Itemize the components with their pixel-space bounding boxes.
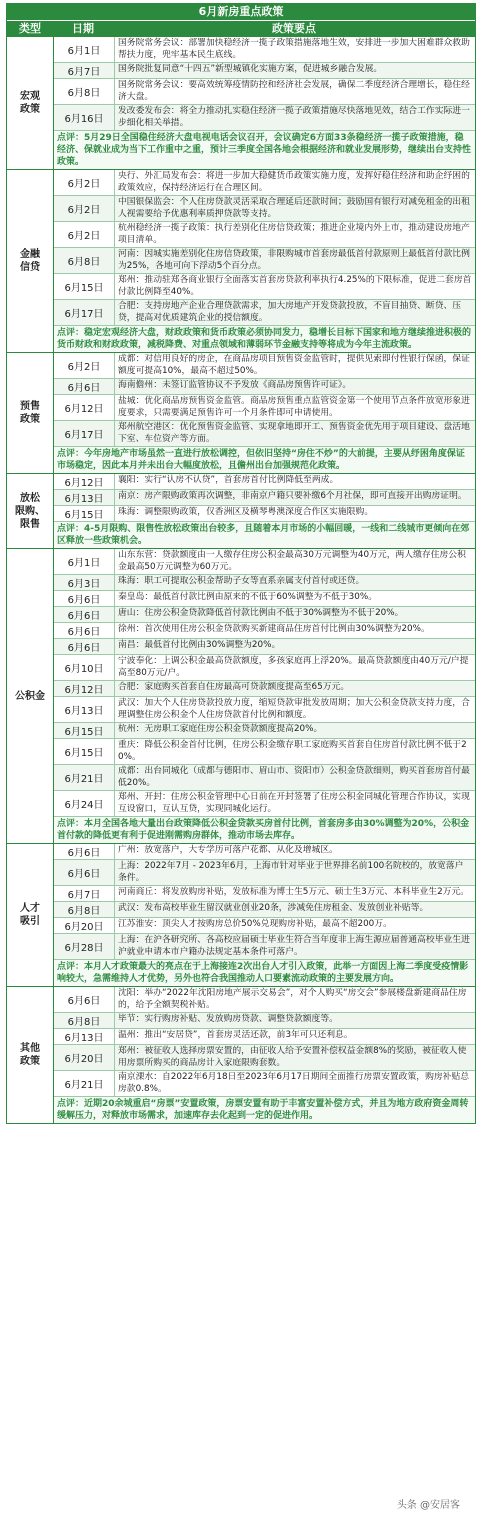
row-policy-text: 河南商丘：将发放购房补贴，发放标准为博士生5万元、硕士生3万元、本科毕业生2万元。 — [118, 887, 470, 897]
policy-section — [7, 843, 475, 986]
row-date: 6月12日 — [54, 474, 115, 489]
row-date: 6月10日 — [54, 655, 115, 680]
table-row — [54, 575, 475, 591]
section-comment: 点评：近期20余城重启“房票”安置政策，房票安置有助于丰富安置补偿方式，并且为地方政府资金周转缓解压力，对释放市场需求，加速库存去化起到一定的促进作用。 — [54, 1097, 475, 1123]
row-date: 6月2日 — [54, 196, 115, 221]
row-date: 6月17日 — [54, 300, 115, 325]
row-policy-text: 珠海：调整限购政策，仅香洲区及横琴粤澳深度合作区实施限购。 — [118, 507, 374, 517]
row-policy-text: 重庆：降低公积金首付比例，住房公积金缴存职工家庭购买首套自住房首付款比例不低于20%。 — [118, 740, 467, 762]
table-body — [7, 36, 475, 1123]
section-comment: 点评：4-5月限购、限售性放松政策出台较多，且随着本月市场的小幅回暖，一线和二线城市更倾向在郊区释放一些政策机会。 — [54, 522, 475, 548]
row-date: 6月8日 — [54, 902, 115, 917]
table-row — [54, 300, 475, 326]
row-date: 6月28日 — [54, 934, 115, 959]
table-row — [54, 395, 475, 421]
table-row — [54, 987, 475, 1013]
table-row — [54, 934, 475, 960]
row-date: 6月15日 — [54, 274, 115, 299]
watermark: 头条 @安居客 — [396, 1500, 460, 1511]
table-row — [54, 723, 475, 739]
section-comment: 点评：本月全国各地大量出台政策降低公积金贷款买房首付比例，首套房多由30%调整为20%，公积金首付款的降低更有利于促进刚需购房群体，推动市场去库存。 — [54, 817, 475, 843]
row-policy-text: 河南：因城实施差别化住房信贷政策，非限购城市首套房最低首付款原则上最低首付款比例为25%，各地可向下浮动5个百分点。 — [118, 249, 470, 271]
row-policy-text: 合肥：支持房地产企业合理贷款需求，加大房地产开发贷款投放，不盲目抽贷、断贷、压贷，提高对优质建筑企业的授信额度。 — [118, 301, 462, 323]
row-policy-text: 国务院常务会议：部署加快稳经济一揽子政策措施落地生效，安排进一步加大困难群众救助帮扶力度，兜牢基本民生底线。 — [118, 38, 470, 60]
row-date: 6月12日 — [54, 395, 115, 420]
row-date: 6月6日 — [54, 623, 115, 638]
row-policy-text: 南昌：最低首付比例由30%调整为20%。 — [118, 640, 281, 650]
policy-table — [6, 3, 476, 1124]
row-date: 6月15日 — [54, 723, 115, 738]
row-policy-text: 发改委发布会：将全力推动扎实稳住经济一揽子政策措施尽快落地见效，结合工作实际进一步细化相关举措。 — [118, 106, 470, 128]
table-row — [54, 639, 475, 655]
section-body — [54, 474, 475, 548]
row-date: 6月6日 — [54, 987, 115, 1012]
row-date: 6月13日 — [54, 697, 115, 722]
table-row — [54, 474, 475, 490]
row-policy-text: 上海：2022年7月 - 2023年6月，上海市针对毕业于世界排名前100名院校的，放宽落户条件。 — [118, 861, 464, 883]
policy-section — [7, 352, 475, 473]
row-date: 6月1日 — [54, 549, 115, 574]
row-date: 6月6日 — [54, 379, 115, 394]
row-policy-text: 成都：出台同城化（成都与德阳市、眉山市、资阳市）公积金贷款细则，购买首套房首付最低20%。 — [118, 766, 470, 788]
row-policy-text: 沈阳：举办“2022年沈阳房地产展示交易会”，对个人购买“房交会”参展楼盘新建商品住房的，给予全额契税补贴。 — [118, 988, 467, 1010]
table-header — [7, 20, 475, 36]
section-comment: 点评：今年房地产市场虽然一直进行放松调控，但依旧坚持“房住不炒”的大前提，主要从纾困角度保证市场稳定，因此本月并未出台大幅度放松，且儋州出台加强规范化政策。 — [54, 447, 475, 473]
row-policy-text: 杭州稳经济一揽子政策：执行差别化住房信贷政策；推进企业境内外上市，推动建设房地产项目清单。 — [118, 223, 470, 245]
row-policy-text: 成都：对信用良好的房企，在商品房项目预售资金监管时，提供见索即付性银行保函，保证额度可提高10%，最高不超过50%。 — [118, 354, 470, 376]
table-title: 6月新房重点政策 — [7, 4, 475, 20]
table-row — [54, 274, 475, 300]
row-date: 6月16日 — [54, 105, 115, 130]
table-row — [54, 248, 475, 274]
section-label: 其他 政策 — [7, 987, 54, 1123]
table-row — [54, 79, 475, 105]
table-row — [54, 844, 475, 860]
row-policy-text: 广州：放宽落户，大专学历可落户花都、从化及增城区。 — [118, 845, 338, 855]
row-policy-text: 央行、外汇局发布会：将进一步加大稳健货币政策实施力度，发挥好稳住经济和助企纾困的政策效应，保持经济运行在合理区间。 — [118, 171, 470, 193]
row-date: 6月6日 — [54, 639, 115, 654]
policy-section — [7, 36, 475, 169]
table-row — [54, 222, 475, 248]
row-date: 6月15日 — [54, 739, 115, 764]
row-date: 6月7日 — [54, 63, 115, 78]
table-row — [54, 1013, 475, 1029]
row-date: 6月15日 — [54, 506, 115, 521]
row-policy-text: 徐州：首次使用住房公积金贷款购买新建商品住房首付比例由30%调整为20%。 — [118, 624, 430, 634]
row-policy-text: 海南儋州：未签订监管协议不予发放《商品房预售许可证》。 — [118, 380, 352, 390]
table-row — [54, 765, 475, 791]
section-body — [54, 987, 475, 1123]
table-row — [54, 196, 475, 222]
row-date: 6月6日 — [54, 607, 115, 622]
row-date: 6月24日 — [54, 791, 115, 816]
row-date: 6月7日 — [54, 886, 115, 901]
policy-section — [7, 473, 475, 548]
policy-section — [7, 548, 475, 843]
row-date: 6月13日 — [54, 1029, 115, 1044]
row-policy-text: 武汉：发布高校毕业生留汉就业创业20条，涉减免住房租金、发放创业补贴等。 — [118, 903, 429, 913]
section-label: 预售 政策 — [7, 353, 54, 473]
row-policy-text: 秦皇岛：最低首付款比例由原来的不低于60%调整为不低于30%。 — [118, 592, 378, 602]
section-label: 放松 限购、 限售 — [7, 474, 54, 548]
table-row — [54, 549, 475, 575]
row-date: 6月2日 — [54, 170, 115, 195]
section-comment: 点评：5月29日全国稳住经济大盘电视电话会议召开，会议确定6方面33条稳经济一揽子政策措施，稳经济、保就业成为当下工作重中之重，预计三季度全国各地会根据经济和就业发展形势，继续出台支持性政策。 — [54, 131, 475, 169]
table-row — [54, 1045, 475, 1071]
policy-section — [7, 986, 475, 1123]
table-row — [54, 681, 475, 697]
row-policy-text: 南京溧水：自2022年6月18日至2023年6月17日期间全面推行房票安置政策，购房补贴总房款0.8%。 — [118, 1072, 470, 1094]
row-policy-text: 杭州：无房职工家庭住房公积金贷款额度提高20%。 — [118, 724, 323, 734]
row-date: 6月21日 — [54, 765, 115, 790]
row-date: 6月3日 — [54, 575, 115, 590]
table-row — [54, 860, 475, 886]
row-date: 6月6日 — [54, 844, 115, 859]
row-policy-text: 中国银保监会：个人住房贷款灵活采取合理延后还款时间；鼓励国有银行对减免租金的出租人视需要给予优惠利率质押贷款等支持。 — [118, 197, 470, 219]
section-label: 人才 吸引 — [7, 844, 54, 986]
table-row — [54, 623, 475, 639]
table-row — [54, 607, 475, 623]
row-policy-text: 珠海：职工可提取公积金帮助子女等直系亲属支付首付或还贷。 — [118, 576, 365, 586]
table-row — [54, 902, 475, 918]
row-policy-text: 山东东营：贷款额度由一人缴存住房公积金最高30万元调整为40万元，两人缴存住房公积金最高50万元调整为60万元。 — [118, 550, 466, 572]
row-date: 6月20日 — [54, 918, 115, 933]
row-policy-text: 盐城：优化商品房预售资金监管。商品房预售重点监管资金第一个使用节点条件放宽形象进度要求，只需要满足预售许可一个月条件即可申请使用。 — [118, 396, 470, 418]
row-policy-text: 上海：在沪各研究所、各高校应届硕士毕业生符合当年度非上海生源应届普通高校毕业生进沪就业申请本市户籍办法规定基本条件可落户。 — [118, 935, 470, 957]
header-policy: 政策要点 — [272, 22, 316, 35]
row-policy-text: 国务院批复同意“十四五”新型城镇化实施方案，促进城乡融合发展。 — [118, 64, 383, 74]
table-row — [54, 1071, 475, 1097]
row-policy-text: 唐山：住房公积金贷款降低首付款比例由不低于30%调整为不低于20%。 — [118, 608, 404, 618]
row-policy-text: 郑州：推动驻郑各商业银行全面落实首套房贷款利率执行4.25%的下限标准，促进二套房首付款比例降至40%。 — [118, 275, 472, 297]
table-row — [54, 506, 475, 522]
row-policy-text: 宁波奉化：上调公积金最高贷款额度，多孩家庭再上浮20%。最高贷款额度由40万元/户提高至80万元/户。 — [118, 656, 469, 678]
row-policy-text: 江苏淮安：顶尖人才按购房总价50%兑现购房补贴，最高不超200万。 — [118, 919, 392, 929]
section-body — [54, 170, 475, 352]
section-body — [54, 37, 475, 169]
table-row — [54, 886, 475, 902]
table-row — [54, 379, 475, 395]
table-row — [54, 791, 475, 817]
table-row — [54, 655, 475, 681]
row-policy-text: 国务院常务会议：要高效统筹疫情防控和经济社会发展，确保二季度经济合理增长，稳住经济大盘。 — [118, 80, 470, 102]
section-label: 宏观 政策 — [7, 37, 54, 169]
row-date: 6月2日 — [54, 222, 115, 247]
row-date: 6月1日 — [54, 37, 115, 62]
row-date: 6月12日 — [54, 681, 115, 696]
header-type: 类型 — [19, 22, 41, 35]
row-date: 6月8日 — [54, 1013, 115, 1028]
row-policy-text: 襄阳：实行“认房不认贷”，首套房首付比例降低至两成。 — [118, 475, 339, 485]
table-row — [54, 490, 475, 506]
policy-section — [7, 169, 475, 352]
row-date: 6月8日 — [54, 248, 115, 273]
header-date: 日期 — [72, 22, 94, 35]
table-row — [54, 1029, 475, 1045]
row-date: 6月13日 — [54, 490, 115, 505]
table-row — [54, 105, 475, 131]
table-row — [54, 421, 475, 447]
row-policy-text: 郑州航空港区：优化预售资金监管、实现拿地即开工、预售资金优先用于项目建设、盘活地下室、车位资产等方面。 — [118, 422, 470, 444]
row-policy-text: 合肥：家庭购买首套自住房最高可贷款额度提高至65万元。 — [118, 682, 350, 692]
row-date: 6月2日 — [54, 353, 115, 378]
table-row — [54, 170, 475, 196]
table-row — [54, 591, 475, 607]
section-body — [54, 844, 475, 986]
row-date: 6月17日 — [54, 421, 115, 446]
table-row — [54, 918, 475, 934]
row-date: 6月6日 — [54, 591, 115, 606]
section-body — [54, 549, 475, 843]
row-date: 6月8日 — [54, 79, 115, 104]
row-policy-text: 温州：推出“安居贷”，首套房灵活还款，前3年可只还利息。 — [118, 1030, 353, 1040]
row-policy-text: 郑州、开封：住房公积金管理中心日前在开封签署了住房公积金同城化管理合作协议，实现互设窗口，互认互贷，实现同城化运行。 — [118, 792, 470, 814]
section-comment: 点评：稳定宏观经济大盘，财政政策和货币政策必须协同发力，稳增长目标下国家和地方继续推进积极的货币财政和财政政策，减税降费、对重点领域和薄弱环节金融支持等将成为今年主流政策。 — [54, 326, 475, 352]
table-row — [54, 37, 475, 63]
table-row — [54, 63, 475, 79]
section-label: 公积金 — [7, 549, 54, 843]
row-date: 6月21日 — [54, 1071, 115, 1096]
row-date: 6月6日 — [54, 860, 115, 885]
table-row — [54, 353, 475, 379]
table-row — [54, 739, 475, 765]
table-row — [54, 697, 475, 723]
row-date: 6月20日 — [54, 1045, 115, 1070]
section-body — [54, 353, 475, 473]
section-comment: 点评：本月人才政策最大的亮点在于上海接连2次出台人才引入政策，此举一方面因上海二季度受疫情影响较大，急需维持人才优势，另外也符合我国推动人口要素流动政策的主要发展方向。 — [54, 960, 475, 986]
row-policy-text: 毕节：实行购房补贴、发放购房贷款、调整贷款额度等。 — [118, 1014, 338, 1024]
row-policy-text: 南京：房产限购政策再次调整，非南京户籍只要补缴6个月社保，即可直接开出购房证明。 — [118, 491, 467, 501]
section-label: 金融 信贷 — [7, 170, 54, 352]
row-policy-text: 郑州：被征收人选择房票安置的，由征收人给予安置补偿权益金额8%的奖励，被征收人使用房票所购买的商品房计入家庭限购套数。 — [118, 1046, 467, 1068]
row-policy-text: 武汉：加大个人住房贷款投放力度，缩短贷款审批发放周期；加大公积金贷款支持力度，合理调整住房公积金个人住房贷款首付比例和额度。 — [118, 698, 470, 720]
